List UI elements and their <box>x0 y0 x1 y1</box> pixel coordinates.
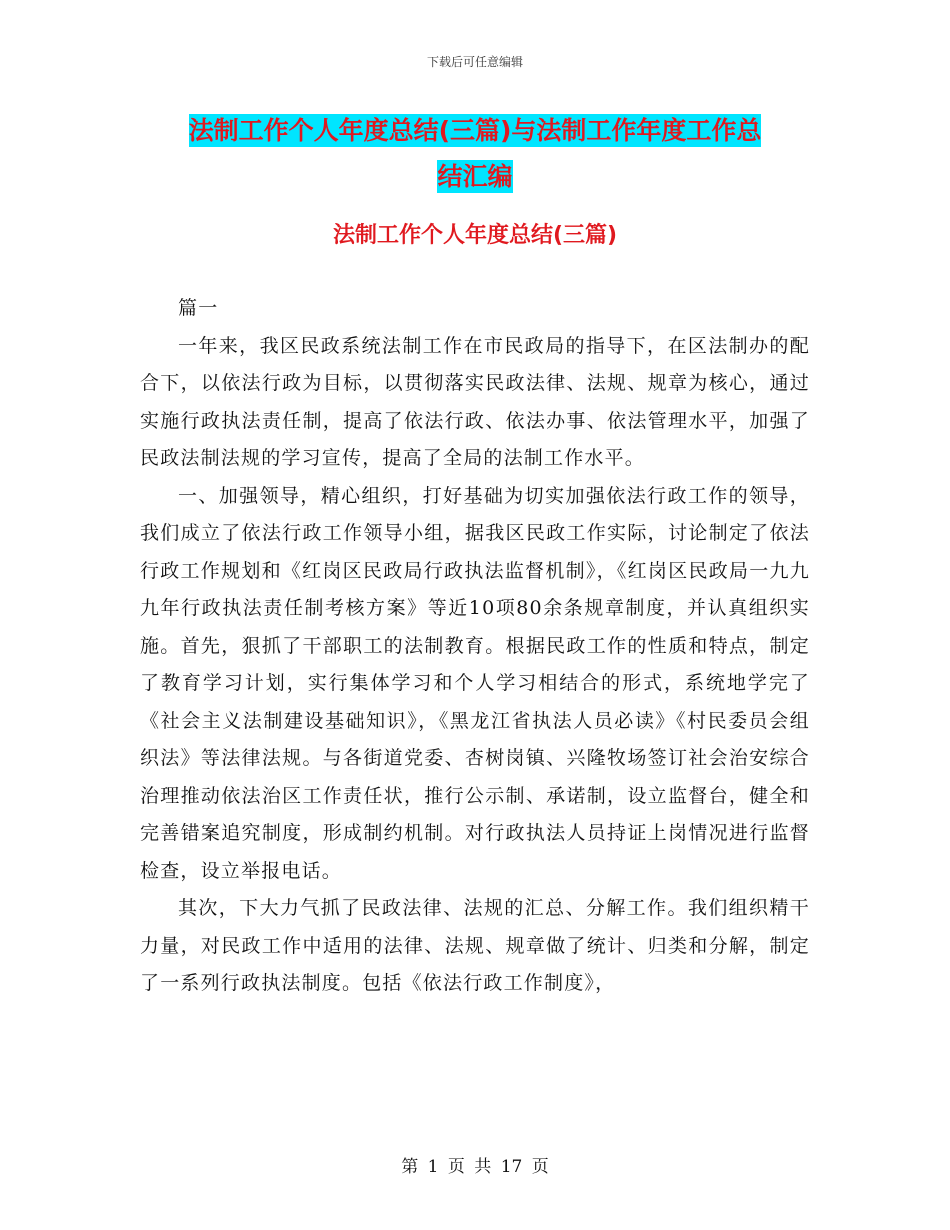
document-body <box>140 290 810 1003</box>
page-number-footer: 第 1 页 共 17 页 <box>401 1157 549 1177</box>
paragraph: 一年来，我区民政系统法制工作在市民政局的指导下，在区法制办的配合下，以依法行政为目标，以贯彻落实民政法律、法规、规章为核心，通过实施行政执法责任制，提高了依法行政、依法办事、依法管理水平，加强了民政法制法规的学习宣传，提高了全局的法制工作水平。 <box>140 334 810 469</box>
section-title: 法制工作个人年度总结(三篇) <box>332 223 618 248</box>
paragraph: 一、加强领导，精心组织，打好基础为切实加强依法行政工作的领导，我们成立了依法行政工作领导小组，据我区民政工作实际，讨论制定了依法行政工作规划和《红岗区民政局行政执法监督机制》，《红岗区民政局一九九九年行政执法责任制考核方案》等近10项80余条规章制度，并认真组织实施。首先，狠抓了干部职工的法制教育。根据民政工作的性质和特点，制定了教育学习计划，实行集体学习和个人学习相结合的形式，系统地学完了《社会主义法制建设基础知识》，《黑龙江省执法人员必读》《村民委员会组织法》等法律法规。与各街道党委、杏树岗镇、兴隆牧场签订社会治安综合治理推动依法治区工作责任状，推行公示制、承诺制，设立监督台，健全和完善错案追究制度，形成制约机制。对行政执法人员持证上岗情况进行监督检查，设立举报电话。 <box>140 484 810 882</box>
document-title-line-2: 结汇编 <box>437 162 513 191</box>
paragraph: 其次，下大力气抓了民政法律、法规的汇总、分解工作。我们组织精干力量，对民政工作中适用的法律、法规、规章做了统计、归类和分解，制定了一系列行政执法制度。包括《依法行政工作制度》， <box>140 897 810 994</box>
document-title-line-1: 法制工作个人年度总结(三篇)与法制工作年度工作总 <box>188 116 762 145</box>
header-note: 下载后可任意编辑 <box>426 55 523 69</box>
document-title <box>140 108 810 200</box>
paragraph-heading: 篇一 <box>178 297 219 319</box>
